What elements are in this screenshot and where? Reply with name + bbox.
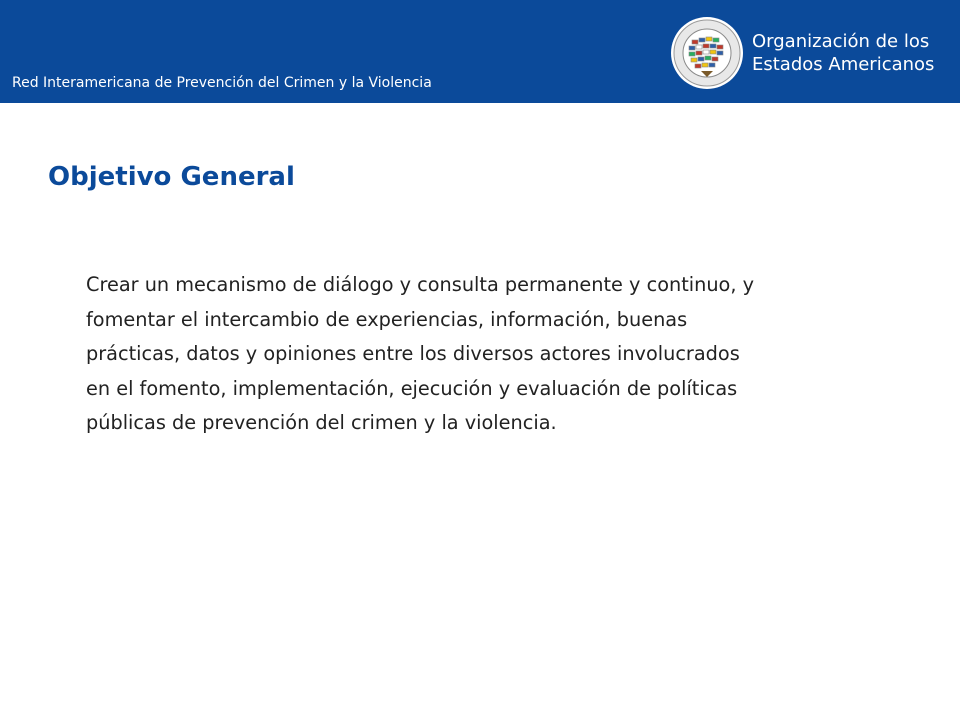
oas-seal-icon: [670, 16, 744, 90]
org-name-line1: Organización de los: [752, 31, 930, 52]
slide-title: Objetivo General: [48, 162, 295, 192]
objective-line: públicas de prevención del crimen y la violencia.: [86, 411, 557, 434]
objective-line: fomentar el intercambio de experiencias, información, buenas: [86, 307, 688, 331]
objective-paragraph: [86, 268, 922, 441]
header-band: [0, 0, 960, 103]
org-name-line2: Estados Americanos: [752, 54, 935, 75]
org-name: [752, 30, 934, 76]
objective-line: prácticas, datos y opiniones entre los diversos actores involucrados: [86, 342, 740, 365]
objective-line: en el fomento, implementación, ejecución y evaluación de políticas: [86, 376, 738, 400]
header-subtitle: Red Interamericana de Prevención del Crimen y la Violencia: [12, 75, 432, 91]
objective-line: Crear un mecanismo de diálogo y consulta permanente y continuo, y: [86, 273, 755, 296]
